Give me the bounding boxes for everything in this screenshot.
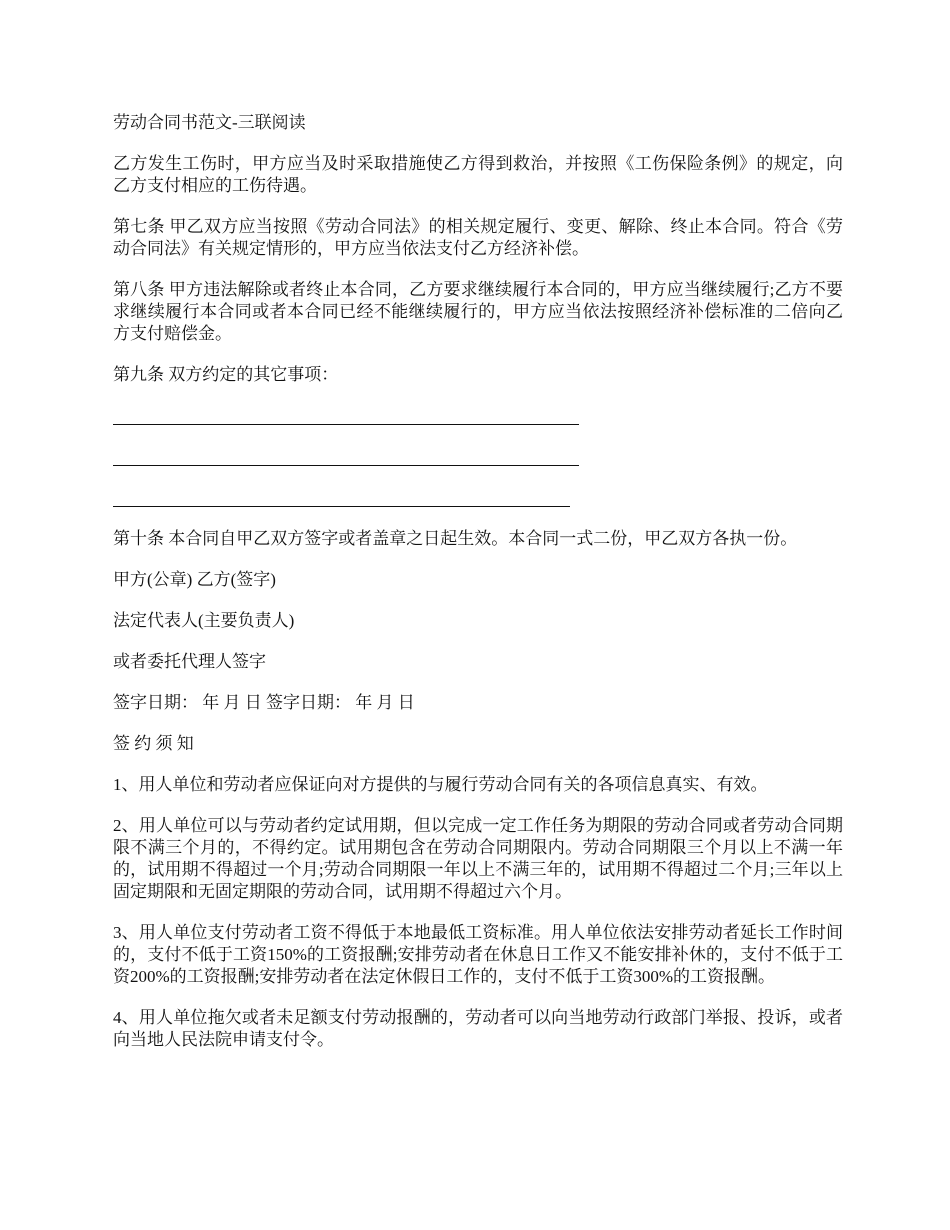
paragraph-work-injury: 乙方发生工伤时，甲方应当及时采取措施使乙方得到救治，并按照《工伤保险条例》的规定，向乙方支付相应的工伤待遇。: [113, 154, 843, 195]
blank-fill-line-1: [113, 405, 843, 427]
underline-rule: [113, 506, 570, 507]
paragraph-agent-signature: 或者委托代理人签字: [113, 652, 266, 671]
blank-fill-line-3: [113, 487, 843, 509]
notice-item-3: 3、用人单位支付劳动者工资不得低于本地最低工资标准。用人单位依法安排劳动者延长工作时间的，支付不低于工资150%的工资报酬;安排劳动者在休息日工作又不能安排补休的，支付不低于工资200%的工资报酬;安排劳动者在法定休假日工作的，支付不低于工资300%的工资报酬。: [113, 923, 843, 986]
notice-item-2: 2、用人单位可以与劳动者约定试用期，但以完成一定工作任务为期限的劳动合同或者劳动合同期限不满三个月的，不得约定。试用期包含在劳动合同期限内。劳动合同期限三个月以上不满一年的，试用期不得超过一个月;劳动合同期限一年以上不满三年的，试用期不得超过二个月;三年以上固定期限和无固定期限的劳动合同，试用期不得超过六个月。: [113, 816, 843, 901]
paragraph-parties: 甲方(公章) 乙方(签字): [113, 570, 276, 589]
paragraph-sign-dates: 签字日期： 年 月 日 签字日期： 年 月 日: [113, 693, 415, 712]
paragraph-legal-representative: 法定代表人(主要负责人): [113, 611, 295, 630]
underline-rule: [113, 465, 579, 466]
document-page: [113, 112, 843, 1070]
blank-fill-line-2: [113, 446, 843, 468]
paragraph-article-10: 第十条 本合同自甲乙双方签字或者盖章之日起生效。本合同一式二份，甲乙双方各执一份。: [113, 529, 798, 548]
paragraph-article-9: 第九条 双方约定的其它事项：: [113, 365, 339, 384]
paragraph-article-8: 第八条 甲方违法解除或者终止本合同，乙方要求继续履行本合同的，甲方应当继续履行;乙方不要求继续履行本合同或者本合同已经不能继续履行的，甲方应当依法按照经济补偿标准的二倍向乙方支付赔偿金。: [113, 280, 843, 343]
underline-rule: [113, 424, 579, 425]
notice-item-1: 1、用人单位和劳动者应保证向对方提供的与履行劳动合同有关的各项信息真实、有效。: [113, 775, 768, 794]
paragraph-article-7: 第七条 甲乙双方应当按照《劳动合同法》的相关规定履行、变更、解除、终止本合同。符合《劳动合同法》有关规定情形的，甲方应当依法支付乙方经济补偿。: [113, 217, 843, 258]
notice-heading: 签 约 须 知: [113, 734, 194, 753]
document-title: 劳动合同书范文-三联阅读: [113, 113, 306, 132]
notice-item-4: 4、用人单位拖欠或者未足额支付劳动报酬的，劳动者可以向当地劳动行政部门举报、投诉，或者向当地人民法院申请支付令。: [113, 1008, 843, 1049]
